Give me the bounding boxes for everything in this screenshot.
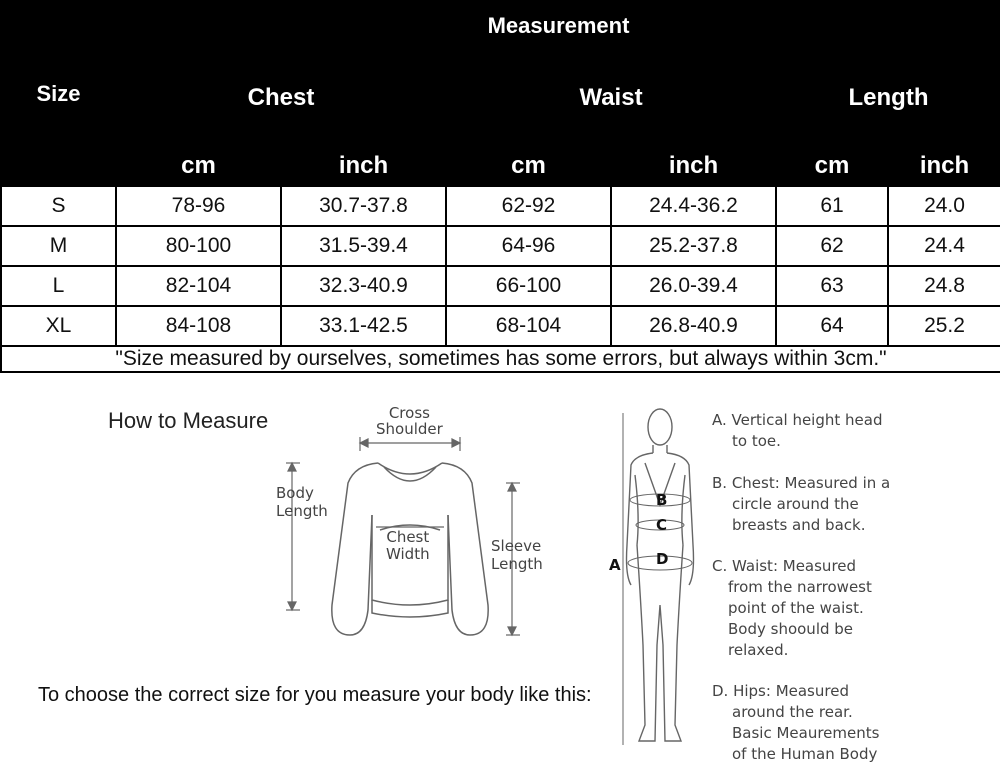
description-line: circle around the: [732, 495, 859, 513]
description-b: [712, 473, 912, 536]
unit-header: inch: [888, 146, 1000, 186]
unit-header: inch: [281, 146, 446, 186]
value-cell: 24.4: [888, 226, 1000, 266]
value-cell: 80-100: [116, 226, 281, 266]
unit-header: cm: [116, 146, 281, 186]
value-cell: 62-92: [446, 186, 611, 226]
chest-width-label: Chest: [386, 528, 430, 546]
length-header: Length: [776, 50, 1000, 146]
description-line: C. Waist: Measured: [712, 557, 857, 575]
size-cell: S: [1, 186, 116, 226]
unit-header: cm: [776, 146, 888, 186]
description-line: around the rear.: [732, 703, 853, 721]
cross-shoulder-label: Cross: [388, 404, 430, 422]
how-to-measure-title: How to Measure: [108, 408, 269, 433]
size-cell: XL: [1, 306, 116, 346]
table-row: [1, 186, 1000, 226]
description-c: [712, 556, 912, 661]
description-line: point of the waist.: [728, 599, 864, 617]
value-cell: 30.7-37.8: [281, 186, 446, 226]
description-line: of the Human Body: [732, 745, 878, 763]
size-note: "Size measured by ourselves, sometimes has some errors, but always within 3cm.": [1, 346, 1000, 372]
description-line: relaxed.: [728, 641, 789, 659]
body-letter-b: B: [656, 491, 668, 509]
value-cell: 68-104: [446, 306, 611, 346]
body-letter-a: A: [609, 556, 621, 574]
body-diagram: [605, 405, 715, 760]
description-line: to toe.: [732, 432, 781, 450]
description-d: [712, 681, 912, 765]
body-letter-c: C: [656, 516, 668, 534]
description-line: breasts and back.: [732, 516, 866, 534]
body-length-label: Length: [276, 502, 328, 520]
value-cell: 25.2: [888, 306, 1000, 346]
value-cell: 64-96: [446, 226, 611, 266]
value-cell: 62: [776, 226, 888, 266]
value-cell: 33.1-42.5: [281, 306, 446, 346]
chest-header: Chest: [116, 50, 446, 146]
size-cell: M: [1, 226, 116, 266]
sleeve-length-label: Length: [491, 555, 543, 573]
description-line: B. Chest: Measured in a: [712, 474, 891, 492]
cross-shoulder-label: Shoulder: [376, 420, 443, 438]
table-row: [1, 266, 1000, 306]
value-cell: 24.8: [888, 266, 1000, 306]
value-cell: 26.0-39.4: [611, 266, 776, 306]
size-header: Size: [1, 1, 116, 186]
value-cell: 24.0: [888, 186, 1000, 226]
description-line: D. Hips: Measured: [712, 682, 849, 700]
description-line: Basic Meaurements: [732, 724, 880, 742]
size-chart-table: [0, 0, 1000, 373]
value-cell: 82-104: [116, 266, 281, 306]
measurement-header: Measurement: [116, 1, 1000, 50]
table-row: [1, 306, 1000, 346]
body-length-label: Body: [276, 484, 314, 502]
description-line: from the narrowest: [728, 578, 872, 596]
value-cell: 25.2-37.8: [611, 226, 776, 266]
body-letter-d: D: [656, 550, 669, 568]
value-cell: 63: [776, 266, 888, 306]
value-cell: 84-108: [116, 306, 281, 346]
sleeve-length-label: Sleeve: [491, 537, 542, 555]
measure-instruction: To choose the correct size for you measure your body like this:: [38, 684, 592, 706]
value-cell: 26.8-40.9: [611, 306, 776, 346]
value-cell: 31.5-39.4: [281, 226, 446, 266]
value-cell: 61: [776, 186, 888, 226]
value-cell: 24.4-36.2: [611, 186, 776, 226]
value-cell: 66-100: [446, 266, 611, 306]
size-cell: L: [1, 266, 116, 306]
value-cell: 32.3-40.9: [281, 266, 446, 306]
description-line: A. Vertical height head: [712, 411, 883, 429]
unit-header: inch: [611, 146, 776, 186]
table-row: [1, 226, 1000, 266]
description-line: Body shoould be: [728, 620, 854, 638]
value-cell: 64: [776, 306, 888, 346]
chest-width-label: Width: [386, 545, 430, 563]
description-a: [712, 410, 912, 452]
waist-header: Waist: [446, 50, 776, 146]
value-cell: 78-96: [116, 186, 281, 226]
unit-header: cm: [446, 146, 611, 186]
